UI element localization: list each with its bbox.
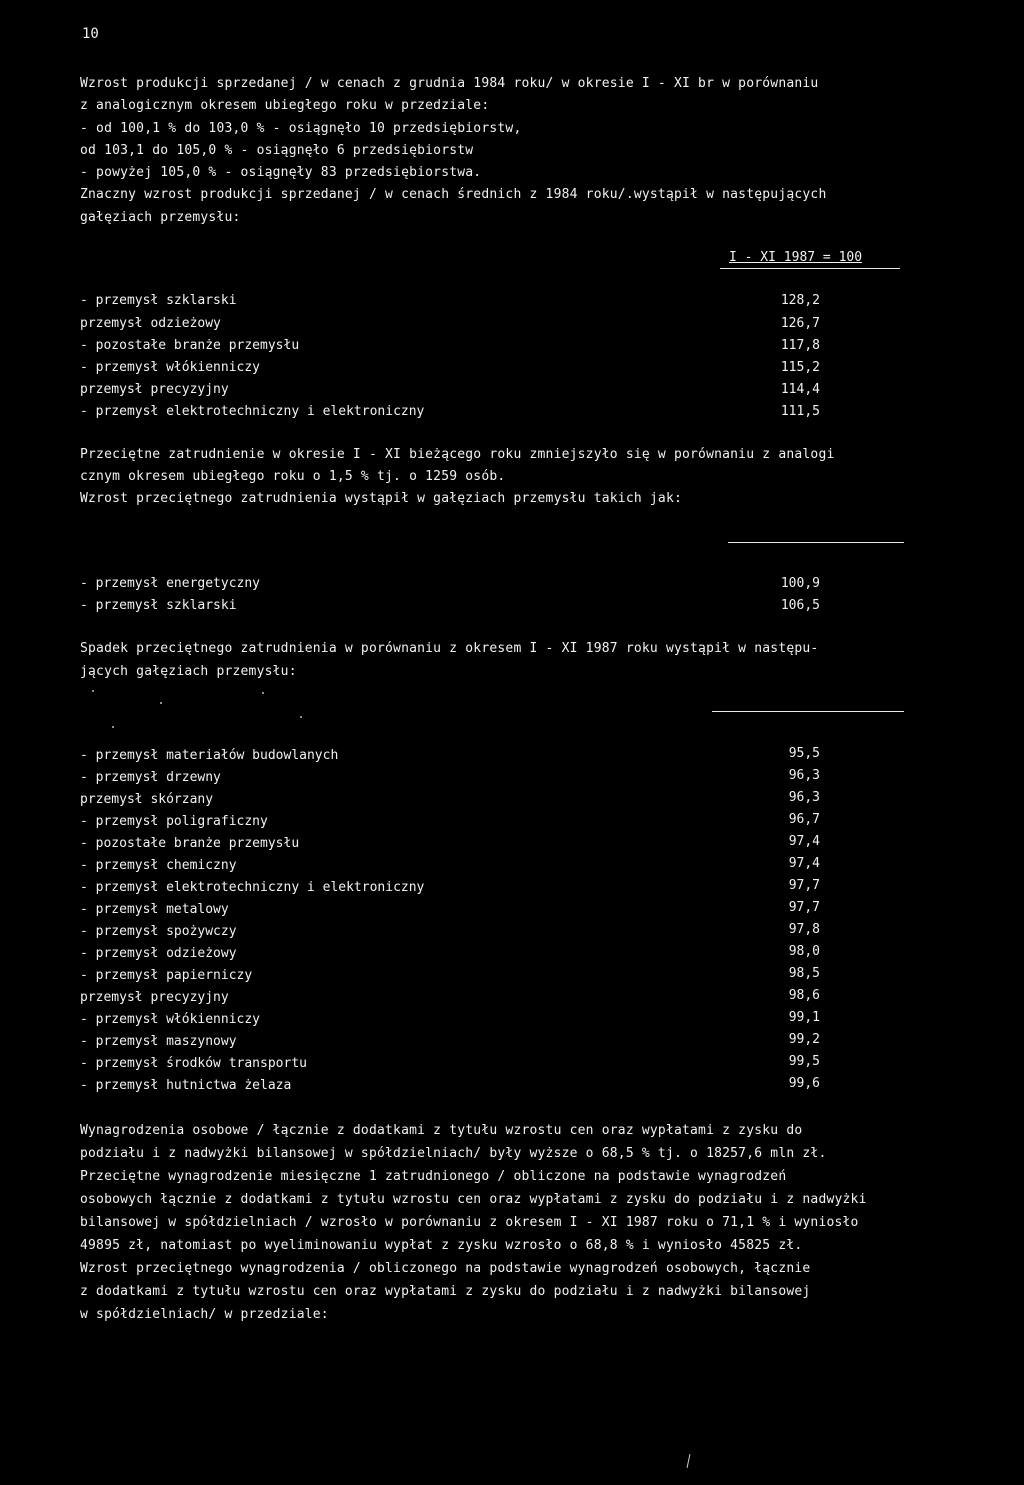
table-row-label: - przemysł szklarski [80, 598, 237, 613]
table-row-label: - przemysł spożywczy [80, 924, 237, 939]
header-rule [712, 711, 904, 712]
table-row-label: - przemysł włókienniczy [80, 1012, 261, 1027]
table-row-value: 100,9 [780, 576, 820, 591]
table-row-label: - przemysł chemiczny [80, 858, 237, 873]
wages-line: osobowych łącznie z dodatkami z tytułu wzrostu cen oraz wypłatami z zysku do podziału i z nadwyżki [80, 1192, 867, 1207]
table-row-value: 95,5 [788, 746, 820, 761]
table-row-value: 111,5 [780, 404, 820, 419]
table-row-value: 99,1 [788, 1010, 820, 1025]
table-row-label: przemysł precyzyjny [80, 382, 229, 397]
table-row-value: 98,5 [788, 966, 820, 981]
table-row-label: przemysł odzieżowy [80, 316, 221, 331]
table-row-value: 97,8 [788, 922, 820, 937]
intro-line: Wzrost produkcji sprzedanej / w cenach z grudnia 1984 roku/ w okresie I - XI br w porównaniu [80, 76, 819, 91]
wages-line: bilansowej w spółdzielniach / wzrosło w porównaniu z okresem I - XI 1987 roku o 71,1 % i wyniosło [80, 1215, 859, 1230]
employment-line: Wzrost przeciętnego zatrudnienia wystąpił w gałęziach przemysłu takich jak: [80, 491, 682, 506]
intro-line: - powyżej 105,0 % - osiągnęły 83 przedsiębiorstwa. [80, 165, 482, 180]
table-row-value: 99,2 [788, 1032, 820, 1047]
scan-speck [112, 726, 114, 728]
wages-line: z dodatkami z tytułu wzrostu cen oraz wypłatami z zysku do podziału i z nadwyżki bilansowej [80, 1284, 811, 1299]
table-row-value: 114,4 [780, 382, 820, 397]
table-row-value: 97,7 [788, 900, 820, 915]
table-row-label: - przemysł hutnictwa żelaza [80, 1078, 292, 1093]
intro-line: z analogicznym okresem ubiegłego roku w przedziale: [80, 98, 490, 113]
table-row-label: - przemysł drzewny [80, 770, 221, 785]
table-row-label: - przemysł elektrotechniczny i elektroniczny [80, 880, 425, 895]
table-row-label: - przemysł poligraficzny [80, 814, 268, 829]
table-row-label: - przemysł szklarski [80, 293, 237, 308]
table-row-label: - przemysł włókienniczy [80, 360, 261, 375]
table-row-label: przemysł precyzyjny [80, 990, 229, 1005]
table-row-label: - przemysł maszynowy [80, 1034, 237, 1049]
header-rule [720, 268, 900, 269]
employment-line: Przeciętne zatrudnienie w okresie I - XI bieżącego roku zmniejszyło się w porównaniu z analogi [80, 447, 835, 462]
table-row-value: 96,3 [788, 768, 820, 783]
table-row-label: - przemysł środków transportu [80, 1056, 307, 1071]
intro-line: od 103,1 do 105,0 % - osiągnęło 6 przedsiębiorstw [80, 143, 474, 158]
intro-line: Znaczny wzrost produkcji sprzedanej / w cenach średnich z 1984 roku/.wystąpił w następujących [80, 187, 827, 202]
table-row-value: 97,7 [788, 878, 820, 893]
scan-mark [687, 1454, 691, 1468]
table-row-label: - przemysł metalowy [80, 902, 229, 917]
page-number: 10 [82, 26, 99, 42]
scan-speck [300, 716, 302, 718]
table-row-value: 128,2 [780, 293, 820, 308]
table-row-value: 99,5 [788, 1054, 820, 1069]
wages-line: Wzrost przeciętnego wynagrodzenia / obliczonego na podstawie wynagrodzeń osobowych, łącznie [80, 1261, 811, 1276]
table-row-label: - przemysł elektrotechniczny i elektroniczny [80, 404, 425, 419]
intro-line: - od 100,1 % do 103,0 % - osiągnęło 10 przedsiębiorstw, [80, 121, 522, 136]
decline-line: jących gałęziach przemysłu: [80, 664, 297, 679]
wages-line: 49895 zł, natomiast po wyeliminowaniu wypłat z zysku wzrosło o 68,8 % i wyniosło 45825 zł. [80, 1238, 803, 1253]
table-row-value: 98,6 [788, 988, 820, 1003]
table-row-label: - przemysł papierniczy [80, 968, 253, 983]
table-row-value: 98,0 [788, 944, 820, 959]
table-header: I - XI 1987 = 100 [729, 250, 863, 265]
scan-speck [262, 692, 264, 694]
decline-line: Spadek przeciętnego zatrudnienia w porównaniu z okresem I - XI 1987 roku wystąpił w następu- [80, 641, 819, 656]
wages-line: Wynagrodzenia osobowe / łącznie z dodatkami z tytułu wzrostu cen oraz wypłatami z zysku do [80, 1123, 803, 1138]
intro-line: gałęziach przemysłu: [80, 210, 241, 225]
table-row-value: 106,5 [780, 598, 820, 613]
scan-speck [92, 690, 94, 692]
table-row-label: przemysł skórzany [80, 792, 214, 807]
employment-line: cznym okresem ubiegłego roku o 1,5 % tj. o 1259 osób. [80, 469, 506, 484]
table-row-label: - przemysł odzieżowy [80, 946, 237, 961]
table-row-label: - przemysł materiałów budowlanych [80, 748, 339, 763]
table-row-value: 117,8 [780, 338, 820, 353]
header-rule [728, 542, 904, 543]
table-row-label: - przemysł energetyczny [80, 576, 261, 591]
table-row-label: - pozostałe branże przemysłu [80, 836, 300, 851]
table-row-value: 115,2 [780, 360, 820, 375]
table-row-value: 126,7 [780, 316, 820, 331]
table-row-label: - pozostałe branże przemysłu [80, 338, 300, 353]
table-row-value: 97,4 [788, 834, 820, 849]
wages-line: w spółdzielniach/ w przedziale: [80, 1307, 329, 1322]
wages-line: podziału i z nadwyżki bilansowej w spółdzielniach/ były wyższe o 68,5 % tj. o 18257,6 mln zł. [80, 1146, 827, 1161]
table-row-value: 96,7 [788, 812, 820, 827]
wages-line: Przeciętne wynagrodzenie miesięczne 1 zatrudnionego / obliczone na podstawie wynagrodzeń [80, 1169, 787, 1184]
table-row-value: 96,3 [788, 790, 820, 805]
table-row-value: 99,6 [788, 1076, 820, 1091]
scan-speck [160, 702, 162, 704]
table-row-value: 97,4 [788, 856, 820, 871]
